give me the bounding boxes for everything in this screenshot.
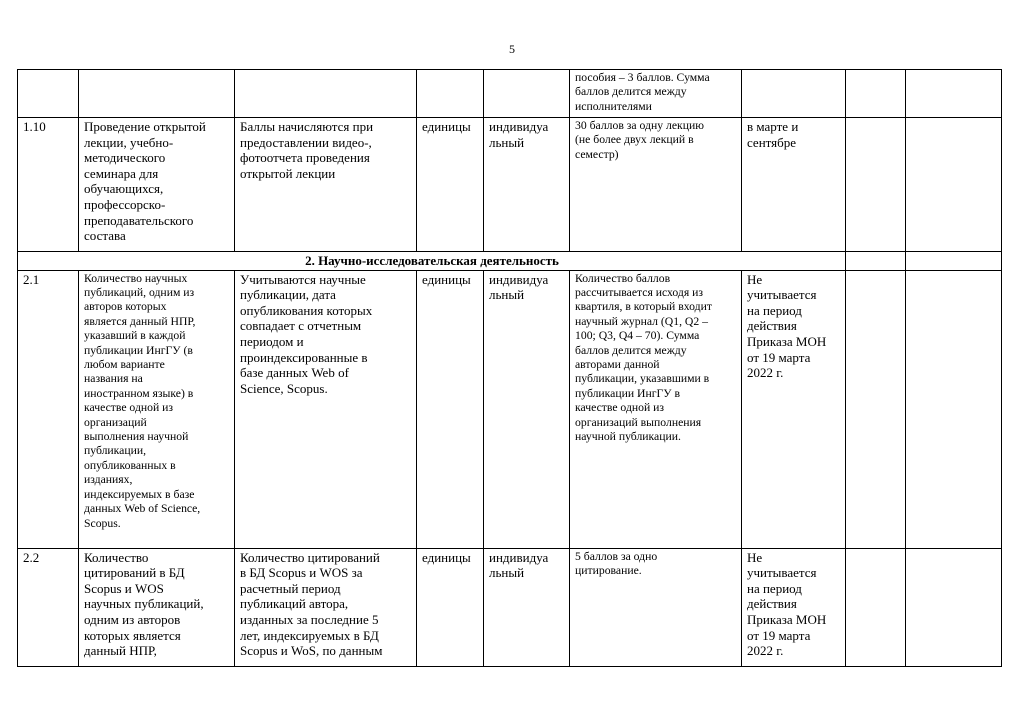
cell-indicator: Проведение открытой лекции, учебно- методического семинара для обучающихся, профессорско- преподавательского состава <box>79 118 235 252</box>
cell-extra1 <box>846 70 906 118</box>
table-row <box>18 548 1002 666</box>
cell-extra2 <box>906 270 1002 548</box>
table-row <box>18 270 1002 548</box>
cell-unit: единицы <box>417 270 484 548</box>
cell-unit: единицы <box>417 118 484 252</box>
cell-type: индивидуа льный <box>484 548 570 666</box>
cell-extra2 <box>906 118 1002 252</box>
cell-extra1 <box>846 548 906 666</box>
cell-type: индивидуа льный <box>484 118 570 252</box>
criteria-table <box>17 69 1002 667</box>
cell-conditions: Учитываются научные публикации, дата опубликования которых совпадает с отчетным периодом и проиндексированные в базе данных Web of Science, Scopus. <box>235 270 417 548</box>
table-row <box>18 70 1002 118</box>
cell-extra2 <box>906 548 1002 666</box>
cell-type <box>484 70 570 118</box>
cell-extra1 <box>846 252 906 271</box>
cell-period: в марте и сентябре <box>742 118 846 252</box>
cell-type: индивидуа льный <box>484 270 570 548</box>
cell-period: Не учитывается на период действия Приказа МОН от 19 марта 2022 г. <box>742 548 846 666</box>
section-row <box>18 252 1002 271</box>
cell-conditions: Баллы начисляются при предоставлении видео-, фотоотчета проведения открытой лекции <box>235 118 417 252</box>
cell-points: 30 баллов за одну лекцию (не более двух лекций в семестр) <box>570 118 742 252</box>
cell-period: Не учитывается на период действия Приказа МОН от 19 марта 2022 г. <box>742 270 846 548</box>
cell-period <box>742 70 846 118</box>
cell-conditions <box>235 70 417 118</box>
cell-num <box>18 70 79 118</box>
cell-indicator <box>79 70 235 118</box>
cell-indicator: Количество научных публикаций, одним из авторов которых является данный НПР, указавший в каждой публикации ИнгГУ (в любом варианте названия на иностранном языке) в качестве одной из организаций выполнения научной публикации, опубликованных в изданиях, индексируемых в базе данных Web of Science, Scopus. <box>79 270 235 548</box>
cell-num: 2.2 <box>18 548 79 666</box>
cell-unit <box>417 70 484 118</box>
cell-num: 2.1 <box>18 270 79 548</box>
cell-indicator: Количество цитирований в БД Scopus и WOS научных публикаций, одним из авторов которых является данный НПР, <box>79 548 235 666</box>
section-heading: 2. Научно-исследовательская деятельность <box>18 252 846 271</box>
cell-extra1 <box>846 270 906 548</box>
cell-extra1 <box>846 118 906 252</box>
cell-num: 1.10 <box>18 118 79 252</box>
cell-conditions: Количество цитирований в БД Scopus и WOS за расчетный период публикаций автора, изданных за последние 5 лет, индексируемых в БД Scopus и WoS, по данным <box>235 548 417 666</box>
table-row <box>18 118 1002 252</box>
cell-points: Количество баллов рассчитывается исходя из квартиля, в который входит научный журнал (Q1, Q2 – 100; Q3, Q4 – 70). Сумма баллов делится между авторами данной публикации, указавшими в публикации ИнгГУ в качестве одной из организаций выполнения научной публикации. <box>570 270 742 548</box>
cell-extra2 <box>906 252 1002 271</box>
cell-points: пособия – 3 баллов. Сумма баллов делится между исполнителями <box>570 70 742 118</box>
page-number: 5 <box>509 42 515 56</box>
cell-points: 5 баллов за одно цитирование. <box>570 548 742 666</box>
cell-unit: единицы <box>417 548 484 666</box>
cell-extra2 <box>906 70 1002 118</box>
